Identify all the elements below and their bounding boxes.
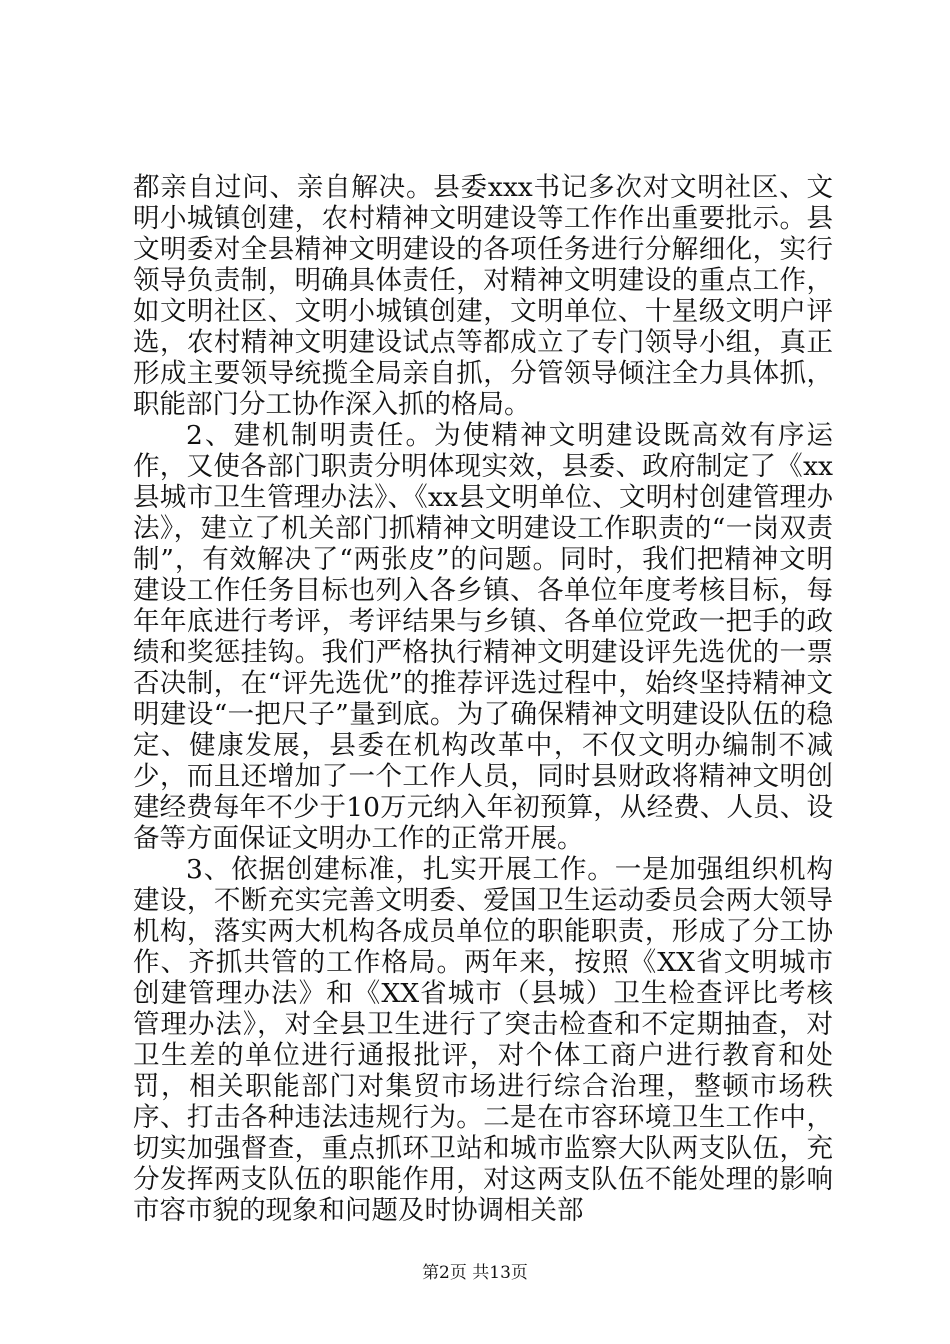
paragraph-3: 3、依据创建标准，扎实开展工作。一是加强组织机构建设，不断充实完善文明委、爱国卫生运动委员会两大领导机构，落实两大机构各成员单位的职能职责，形成了分工协作、齐抓共管的工作格局。两年来，按照《XX省文明城市创建管理办法》和《XX省城市（县城）卫生检查评比考核管理办法》，对全县卫生进行了突击检查和不定期抽查，对卫生差的单位进行通报批评，对个体工商户进行教育和处罚，相关职能部门对集贸市场进行综合治理，整顿市场秩序、打击各种违法违规行为。二是在市容环境卫生工作中，切实加强督查，重点抓环卫站和城市监察大队两支队伍，充分发挥两支队伍的职能作用，对这两支队伍不能处理的影响市容市貌的现象和问题及时协调相关部 xyxy=(133,854,833,1226)
paragraph-2: 2、建机制明责任。为使精神文明建设既高效有序运作，又使各部门职责分明体现实效，县委、政府制定了《xx县城市卫生管理办法》、《xx县文明单位、文明村创建管理办法》，建立了机关部门抓精神文明建设工作职责的“一岗双责制”，有效解决了“两张皮”的问题。同时，我们把精神文明建设工作任务目标也列入各乡镇、各单位年度考核目标，每年年底进行考评，考评结果与乡镇、各单位党政一把手的政绩和奖惩挂钩。我们严格执行精神文明建设评先选优的一票否决制，在“评先选优”的推荐评选过程中，始终坚持精神文明建设“一把尺子”量到底。为了确保精神文明建设队伍的稳定、健康发展，县委在机构改革中，不仅文明办编制不减少，而且还增加了一个工作人员，同时县财政将精神文明创建经费每年不少于10万元纳入年初预算，从经费、人员、设备等方面保证文明办工作的正常开展。 xyxy=(133,420,833,854)
paragraph-1: 都亲自过问、亲自解决。县委xxx书记多次对文明社区、文明小城镇创建，农村精神文明建设等工作作出重要批示。县文明委对全县精神文明建设的各项任务进行分解细化，实行领导负责制，明确具体责任，对精神文明建设的重点工作，如文明社区、文明小城镇创建，文明单位、十星级文明户评选，农村精神文明建设试点等都成立了专门领导小组，真正形成主要领导统揽全局亲自抓，分管领导倾注全力具体抓，职能部门分工协作深入抓的格局。 xyxy=(133,172,833,420)
document-body xyxy=(133,172,833,1226)
page-number-footer: 第2页 共13页 xyxy=(422,1263,528,1283)
